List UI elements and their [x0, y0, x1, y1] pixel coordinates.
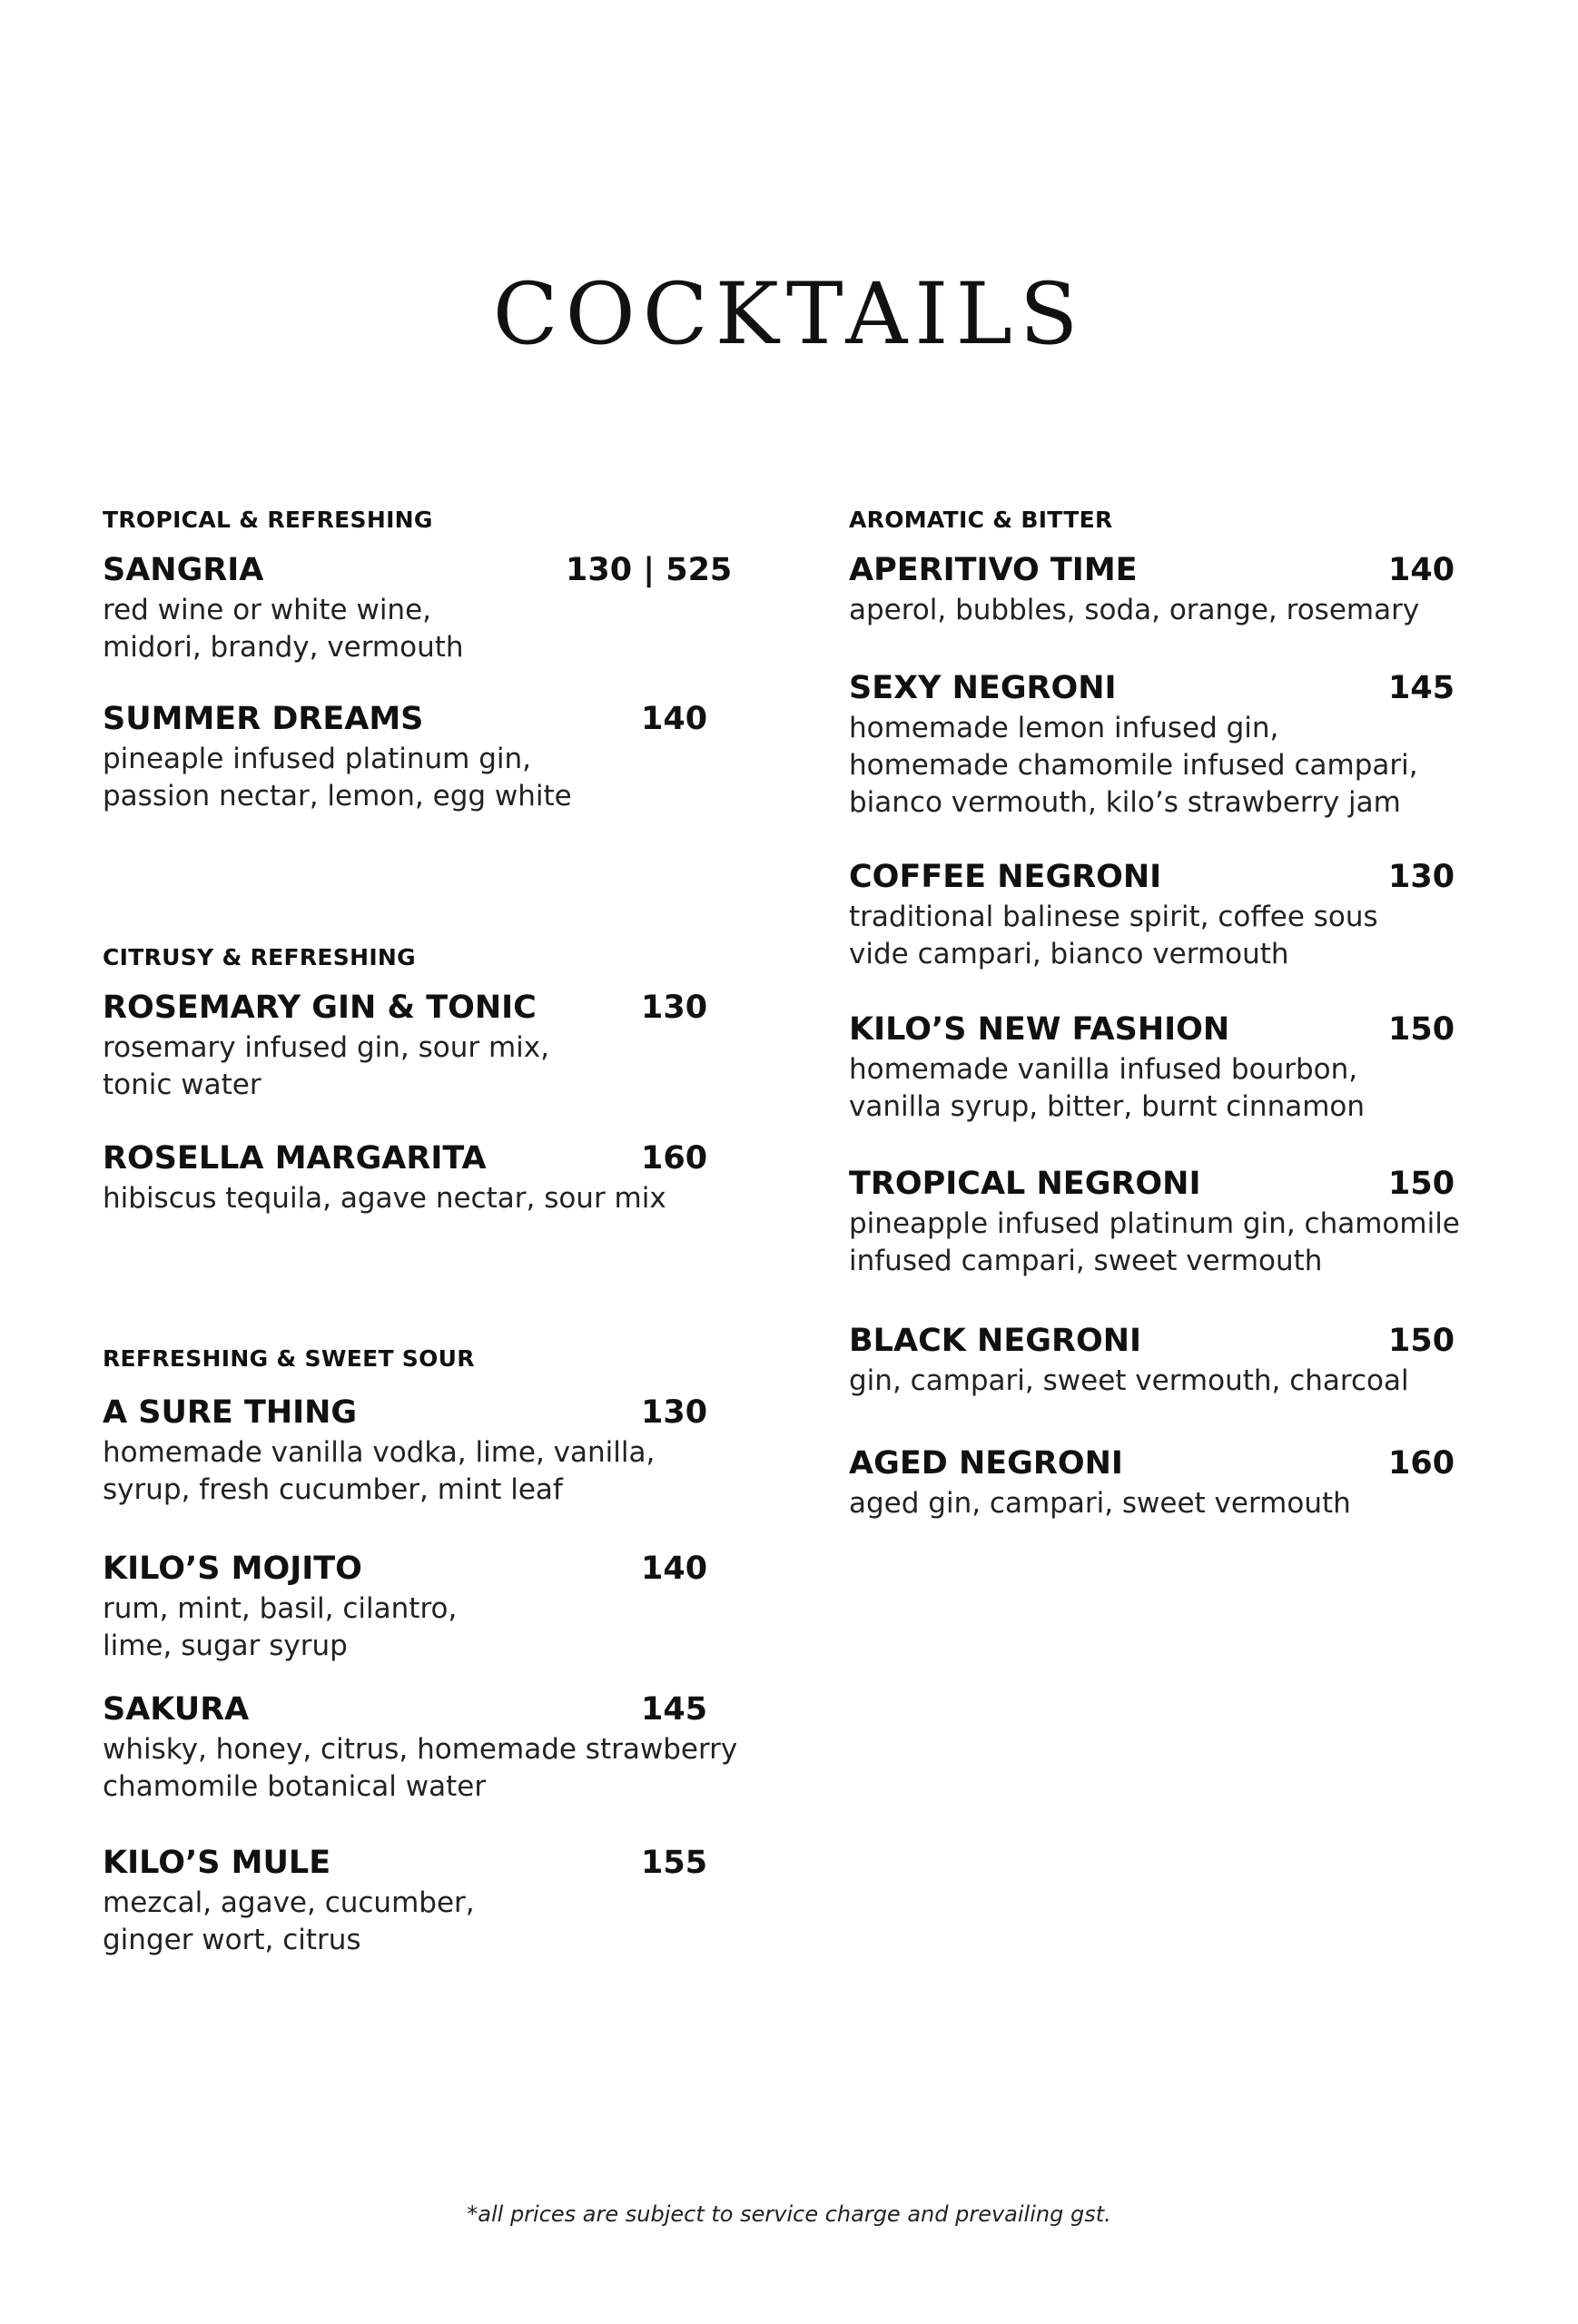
- menu-item: [849, 1009, 1503, 1126]
- menu-item: [103, 699, 756, 815]
- item-price: 160: [1388, 1445, 1455, 1482]
- item-name: ROSELLA MARGARITA: [103, 1140, 487, 1177]
- item-name: COFFEE NEGRONI: [849, 859, 1162, 895]
- item-description: whisky, honey, citrus, homemade strawberry chamomile botanical water: [103, 1733, 738, 1803]
- item-name: KILO’S MOJITO: [103, 1551, 362, 1587]
- item-price: 140: [641, 1551, 708, 1587]
- item-price: 130: [641, 990, 708, 1026]
- menu-item: [849, 857, 1503, 973]
- section-title-tropical: TROPICAL & REFRESHING: [103, 507, 433, 533]
- footnote: *all prices are subject to service charge and prevailing gst.: [467, 2201, 1111, 2227]
- item-price: 130: [1388, 859, 1455, 895]
- item-name: APERITIVO TIME: [849, 552, 1138, 588]
- item-name: BLACK NEGRONI: [849, 1323, 1142, 1359]
- item-price: 140: [641, 701, 708, 737]
- item-description: rum, mint, basil, cilantro, lime, sugar syrup: [103, 1592, 458, 1662]
- item-price: 145: [641, 1691, 708, 1728]
- item-name: SEXY NEGRONI: [849, 670, 1117, 706]
- item-description: pineaple infused platinum gin, passion nectar, lemon, egg white: [103, 743, 572, 812]
- item-name: ROSEMARY GIN & TONIC: [103, 990, 537, 1026]
- item-description: rosemary infused gin, sour mix, tonic water: [103, 1031, 549, 1101]
- item-price: 150: [1388, 1323, 1455, 1359]
- item-price: 130: [641, 1394, 708, 1431]
- page-title: COCKTAILS: [492, 265, 1086, 364]
- item-description: traditional balinese spirit, coffee sous vide campari, bianco vermouth: [849, 901, 1378, 970]
- menu-item: [103, 550, 756, 666]
- item-price: 160: [641, 1140, 708, 1177]
- menu-item: [849, 668, 1503, 822]
- item-name: AGED NEGRONI: [849, 1445, 1123, 1482]
- item-name: KILO’S NEW FASHION: [849, 1011, 1230, 1048]
- item-price: 145: [1388, 670, 1455, 706]
- item-price: 140: [1388, 552, 1455, 588]
- section-title-sweet-sour: REFRESHING & SWEET SOUR: [103, 1345, 475, 1372]
- menu-item: [849, 1443, 1503, 1522]
- item-description: hibiscus tequila, agave nectar, sour mix: [103, 1182, 666, 1215]
- item-name: KILO’S MULE: [103, 1845, 331, 1881]
- menu-item: [103, 1843, 756, 1959]
- item-price: 150: [1388, 1166, 1455, 1202]
- item-description: homemade vanilla vodka, lime, vanilla, syrup, fresh cucumber, mint leaf: [103, 1436, 656, 1506]
- menu-item: [103, 1138, 756, 1217]
- section-title-aromatic: AROMATIC & BITTER: [849, 507, 1113, 533]
- item-name: SANGRIA: [103, 552, 264, 588]
- item-description: aged gin, campari, sweet vermouth: [849, 1487, 1351, 1520]
- item-description: gin, campari, sweet vermouth, charcoal: [849, 1364, 1409, 1397]
- item-name: TROPICAL NEGRONI: [849, 1166, 1201, 1202]
- item-name: A SURE THING: [103, 1394, 358, 1431]
- item-description: pineapple infused platinum gin, chamomile infused campari, sweet vermouth: [849, 1207, 1460, 1277]
- item-description: red wine or white wine, midori, brandy, vermouth: [103, 594, 464, 664]
- menu-item: [103, 1549, 756, 1665]
- section-title-citrusy: CITRUSY & REFRESHING: [103, 944, 416, 970]
- menu-item: [103, 988, 756, 1104]
- menu-item: [849, 550, 1503, 629]
- item-description: homemade lemon infused gin, homemade chamomile infused campari, bianco vermouth, kilo’s strawberry jam: [849, 712, 1418, 819]
- item-description: aperol, bubbles, soda, orange, rosemary: [849, 594, 1420, 626]
- item-name: SAKURA: [103, 1691, 250, 1728]
- menu-item: [103, 1393, 756, 1509]
- item-description: mezcal, agave, cucumber, ginger wort, citrus: [103, 1886, 475, 1956]
- item-description: homemade vanilla infused bourbon, vanilla syrup, bitter, burnt cinnamon: [849, 1053, 1366, 1123]
- menu-item: [103, 1689, 756, 1806]
- menu-item: [849, 1164, 1503, 1280]
- item-price: 155: [641, 1845, 708, 1881]
- item-price: 150: [1388, 1011, 1455, 1048]
- item-name: SUMMER DREAMS: [103, 701, 424, 737]
- item-price: 130 | 525: [566, 552, 733, 588]
- menu-item: [849, 1321, 1503, 1400]
